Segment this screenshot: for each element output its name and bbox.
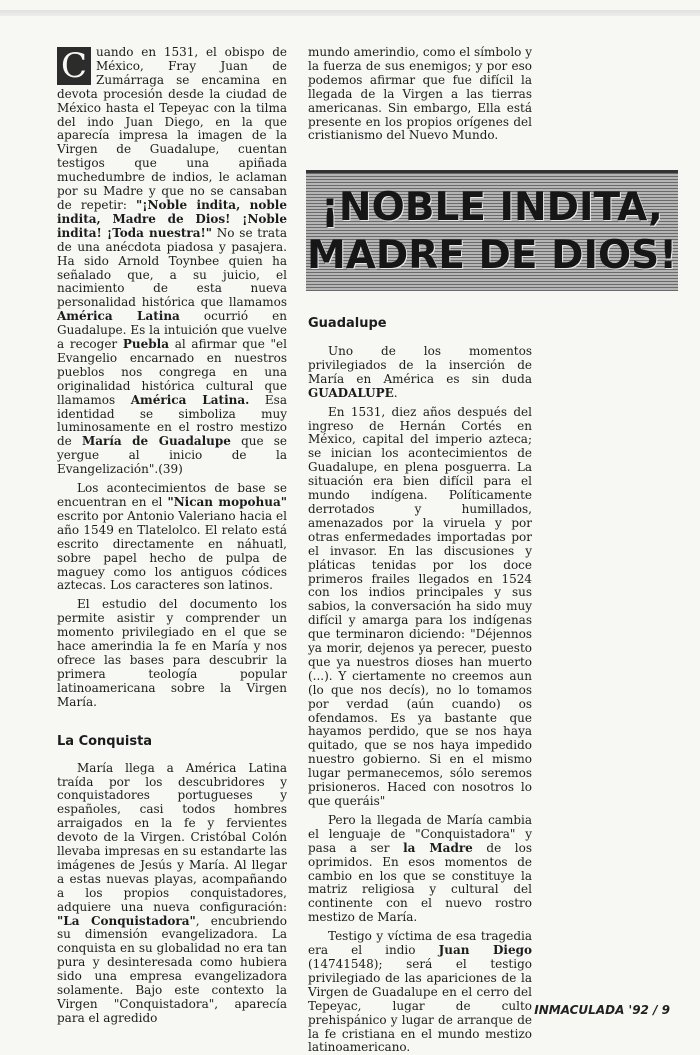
- section-heading-guadalupe: Guadalupe: [308, 316, 387, 331]
- banner-line-1: ¡NOBLE INDITA,: [321, 185, 663, 230]
- title-banner: [306, 170, 678, 291]
- left-column: [57, 46, 287, 1026]
- banner-line-2: MADRE DE DIOS!: [306, 233, 678, 278]
- guadalupe-paragraph-1: Uno de los momentos privilegiados de la inserción de María en América es sin duda GUADALUPE.: [308, 344, 532, 400]
- study-paragraph: El estudio del documento los permite asistir y comprender un momento privilegiado en el que se hace amerindia la fe en María y nos ofrece las bases para descubrir la primera teología popular latinoamericana sobre la Virgen María.: [57, 597, 287, 709]
- top-rule: [0, 10, 700, 16]
- conquista-paragraph: María llega a América Latina traída por los descubridores y conquistadores portugueses y españoles, casi todos hombres arraigados en la fe y fervientes devoto de la Virgen. Cristóbal Colón llevaba impresas en su estandarte las imágenes de Jesús y María. Al llegar a estas nuevas playas, acompañando a los propios conquistadores, adquiere una nueva configuración: "La Conquistadora", encubriendo su dimensión evangelizadora. La conquista en su globalidad no era tan pura y desinteresada como hubiera sido una empresa evangelizadora solamente. Bajo este contexto la Virgen "Conquistadora", aparecía para el agredido: [57, 760, 287, 1025]
- page-footer: INMACULADA '92 / 9: [534, 1003, 670, 1017]
- nican-mopohua-paragraph: Los acontecimientos de base se encuentran en el "Nican mopohua" escrito por Antonio Valeriano hacia el año 1549 en Tlatelolco. El relato está escrito directamente en náhuatl, sobre papel hecho de pulpa de maguey como los antiguos códices aztecas. Los caracteres son latinos.: [57, 481, 287, 593]
- continuation-paragraph: mundo amerindio, como el símbolo y la fuerza de sus enemigos; y por eso podemos afirmar que fue difícil la llegada de la Virgen a las tierras americanas. Sin embargo, Ella está presente en los propios orígenes del cristianismo del Nuevo Mundo.: [308, 45, 532, 143]
- right-column: [308, 46, 532, 143]
- drop-cap: C: [57, 47, 91, 85]
- section-heading-la-conquista: La Conquista: [57, 733, 153, 749]
- quote-noble-indita: "¡Noble indita, noble indita, Madre de Dios! ¡Noble indita! ¡Toda nuestra!": [57, 197, 287, 240]
- guadalupe-paragraph-4: Testigo y víctima de esa tragedia era el indio Juan Diego (14741548); será el testigo privilegiado de las apariciones de la Virgen de Guadalupe en el cerro del Tepeyac, lugar de culto prehispánico y lugar de arranque de la fe cristiana en el mundo mestizo latinoamericano.: [308, 929, 533, 1055]
- right-column-lower: [308, 316, 532, 1055]
- guadalupe-paragraph-3: Pero la llegada de María cambia el lenguaje de "Conquistadora" y pasa a ser la Madre de los oprimidos. En esos momentos de cambio en los que se constituye la matriz religiosa y cultural del continente con el nuevo rostro mestizo de María.: [308, 812, 532, 925]
- intro-paragraph: C uando en 1531, el obispo de México, Fray Juan de Zumárraga se encamina en devota procesión desde la ciudad de México hasta el Tepeyac con la tilma del indo Juan Diego, en la que aparecía impresa la imagen de la Virgen de Guadalupe, cuentan testigos que una apiñada muchedumbre de indios, le aclaman por su Madre y que no se cansaban de repetir: "¡Noble indita, noble indita, Madre de Dios! ¡Noble indita! ¡Toda nuestra!" No se trata de una anécdota piadosa y pasajera. Ha sido Arnold Toynbee quien ha señalado que, a su juicio, el nacimiento de esta nueva personalidad histórica que llamamos América Latina ocurrió en Guadalupe. Es la intuición que vuelve a recoger Puebla al afirmar que "el Evangelio encarnado en nuestros pueblos nos congrega en una originalidad histórica cultural que llamamos América Latina. Esa identidad se simboliza muy luminosamente en el rostro mestizo de María de Guadalupe que se yergue al inicio de la Evangelización".(39): [57, 45, 287, 477]
- guadalupe-paragraph-2: En 1531, diez años después del ingreso de Hernán Cortés en México, capital del imperio azteca; se inician los acontecimientos de Guadalupe, en plena posguerra. La situación era bien difícil para el mundo indígena. Políticamente derrotados y humillados, amenazados por la viruela y por otras enfermedades importadas por el invasor. En las discusiones y pláticas tenidas por los doce primeros frailes llegados en 1524 con los indios principales y sus sabios, la conversación ha sido muy difícil y amarga para los indígenas que terminaron diciendo: "Déjennos ya morir, dejenos ya perecer, puesto que ya nuestros dioses han muerto (...). Y ciertamente no creemos aun (lo que nos decís), no lo tomamos por verdad (aún cuando) os ofendamos. Es ya bastante que hayamos perdido, que se nos haya quitado, que se nos haya impedido nuestro gobierno. Si en el mismo lugar permanecemos, sólo seremos prisioneros. Haced con nosotros lo que queráis": [308, 404, 532, 808]
